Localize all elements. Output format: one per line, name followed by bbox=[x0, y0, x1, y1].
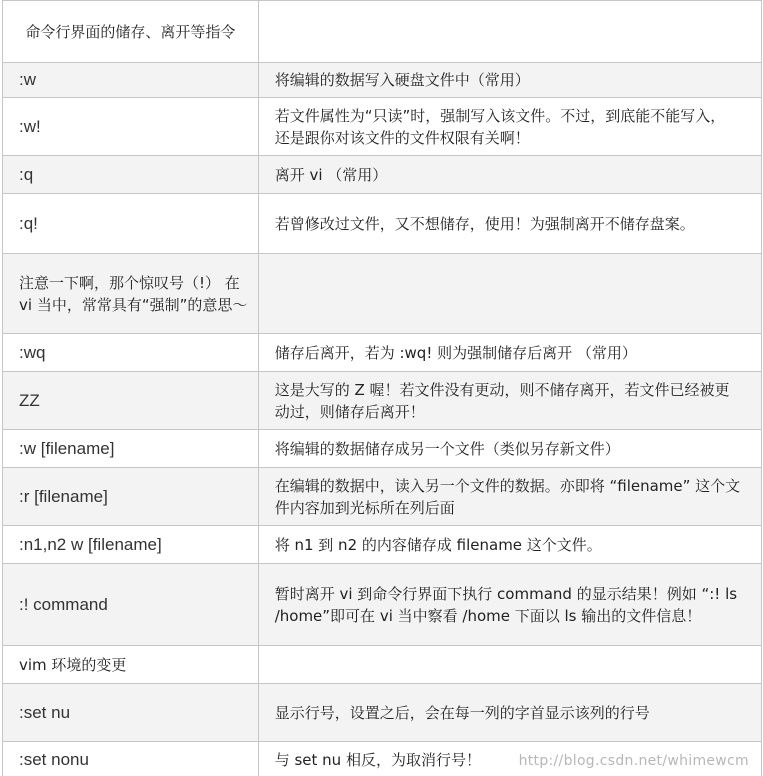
description-cell: 在编辑的数据中，读入另一个文件的数据。亦即将 “filename” 这个文件内容加到光标所在列后面 bbox=[258, 468, 761, 526]
command-cell: :w! bbox=[3, 98, 259, 156]
command-cell: :r [filename] bbox=[3, 468, 259, 526]
description-cell: 离开 vi （常用） bbox=[258, 156, 761, 194]
table-row bbox=[3, 684, 762, 742]
note-cell: 注意一下啊，那个惊叹号（!） 在 vi 当中，常常具有“强制”的意思～ bbox=[3, 254, 259, 334]
description-cell: 储存后离开，若为 :wq! 则为强制储存后离开 （常用） bbox=[258, 334, 761, 372]
watermark: http://blog.csdn.net/whimewcm bbox=[518, 753, 749, 769]
command-cell: :set nu bbox=[3, 684, 259, 742]
command-cell: :n1,n2 w [filename] bbox=[3, 526, 259, 564]
command-cell: :q bbox=[3, 156, 259, 194]
command-cell: ZZ bbox=[3, 372, 259, 430]
table-row-note bbox=[3, 254, 762, 334]
table-row bbox=[3, 742, 762, 776]
table-row bbox=[3, 194, 762, 254]
description-cell: 若文件属性为“只读”时，强制写入该文件。不过，到底能不能写入， 还是跟你对该文件的文件权限有关啊！ bbox=[258, 98, 761, 156]
description-cell: 将 n1 到 n2 的内容储存成 filename 这个文件。 bbox=[258, 526, 761, 564]
table-header-row bbox=[3, 1, 762, 63]
description-cell: 将编辑的数据写入硬盘文件中（常用） bbox=[258, 63, 761, 98]
header-cell-empty bbox=[258, 1, 761, 63]
description-cell: 暂时离开 vi 到命令行界面下执行 command 的显示结果！例如 “:! ls /home”即可在 vi 当中察看 /home 下面以 ls 输出的文件信息！ bbox=[258, 564, 761, 646]
description-cell bbox=[258, 646, 761, 684]
table-row bbox=[3, 156, 762, 194]
command-cell: :q! bbox=[3, 194, 259, 254]
description-cell bbox=[258, 254, 761, 334]
table-row-section bbox=[3, 646, 762, 684]
description-cell: 若曾修改过文件，又不想储存，使用！为强制离开不储存盘案。 bbox=[258, 194, 761, 254]
section-heading-cell: vim 环境的变更 bbox=[3, 646, 259, 684]
table-row bbox=[3, 98, 762, 156]
header-cell-commands: 命令行界面的储存、离开等指令 bbox=[3, 1, 259, 63]
table-row bbox=[3, 334, 762, 372]
table-row bbox=[3, 526, 762, 564]
vi-command-table bbox=[2, 0, 762, 776]
command-cell: :w bbox=[3, 63, 259, 98]
description-cell: 将编辑的数据储存成另一个文件（类似另存新文件） bbox=[258, 430, 761, 468]
table-row bbox=[3, 430, 762, 468]
command-cell: :wq bbox=[3, 334, 259, 372]
description-cell: 与 set nu 相反，为取消行号！ bbox=[258, 742, 761, 776]
description-cell: 这是大写的 Z 喔！若文件没有更动，则不储存离开，若文件已经被更动过，则储存后离开！ bbox=[258, 372, 761, 430]
table-row bbox=[3, 63, 762, 98]
command-cell: :! command bbox=[3, 564, 259, 646]
command-cell: :w [filename] bbox=[3, 430, 259, 468]
command-cell: :set nonu bbox=[3, 742, 259, 776]
table-row bbox=[3, 468, 762, 526]
description-cell: 显示行号，设置之后，会在每一列的字首显示该列的行号 bbox=[258, 684, 761, 742]
table-row bbox=[3, 564, 762, 646]
table-row bbox=[3, 372, 762, 430]
